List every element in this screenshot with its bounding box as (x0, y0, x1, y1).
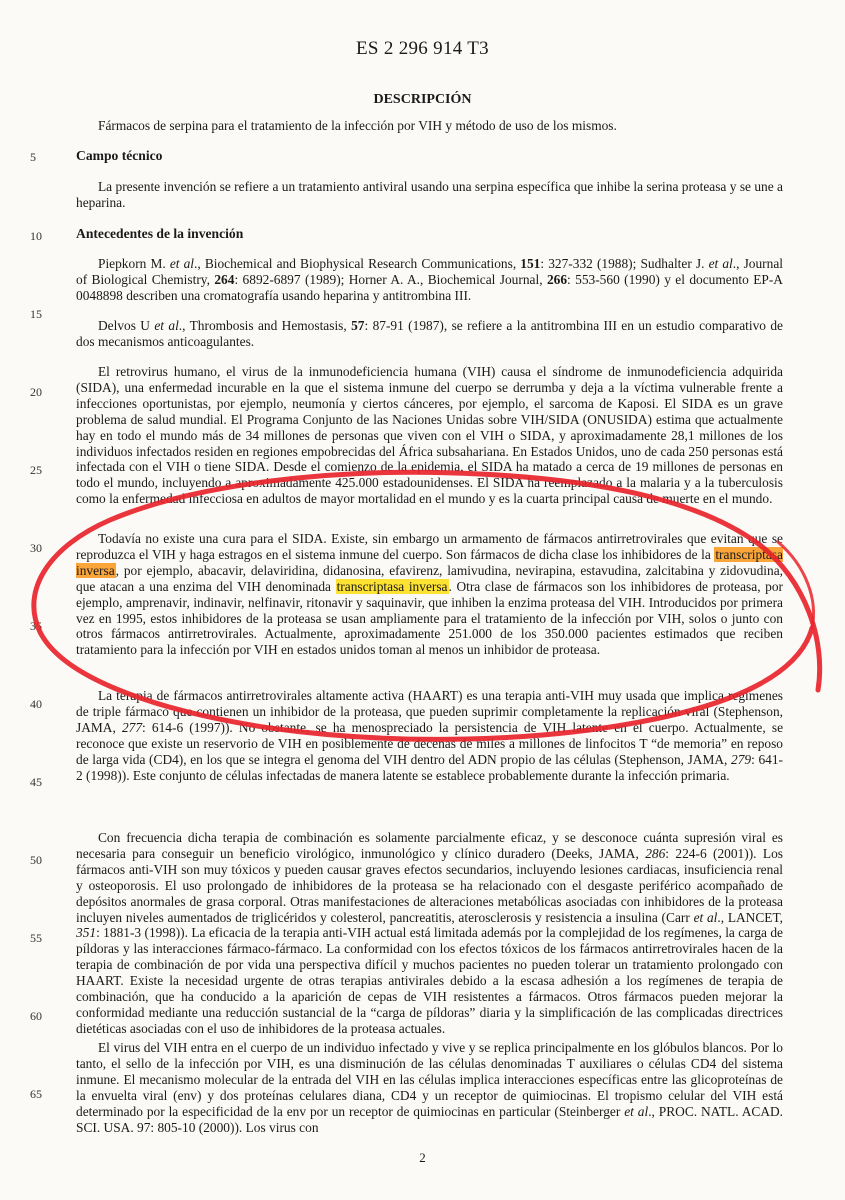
line-number: 35 (30, 619, 42, 633)
subtitle-paragraph: Fármacos de serpina para el tratamiento de la infección por VIH y método de uso de los mismos. (98, 118, 617, 133)
paragraph-piepkorn: Piepkorn M. et al., Biochemical and Biophysical Research Communications, 151: 327-332 (1988); Sudhalter J. et al., Journal of Biological Chemistry, 264: 6892-6897 (1989); Horner A. A., Biochemical Journal, 266: 553-560 (1990) y el documento EP-A 0048898 describen una cromatografía usando heparina y antitrombina III. (76, 256, 784, 303)
heading-antecedentes: Antecedentes de la invención (76, 226, 244, 241)
paragraph-haart: La terapia de fármacos antirretrovirales altamente activa (HAART) es una terapia anti-VIH muy usada que implica regímenes de triple fármaco que contienen un inhibidor de la proteasa, que pueden suprimir completamente la replicación viral (Stephenson, JAMA, 277: 614-6 (1997)). No obstante, se ha menospreciado la persistencia de VIH latente en el cuerpo. Actualmente, se reconoce que existe un reservorio de VIH en posiblemente de decenas de miles a millones de linfocitos T “de memoria” en reposo de larga vida (CD4), en los que se integra el genoma del VIH dentro del ADN propio de las células (Stephenson, JAMA, 279: 641-2 (1998)). Este conjunto de células infectadas de manera latente se establece probablemente durante la infección primaria. (76, 688, 784, 783)
line-number: 5 (30, 150, 36, 164)
section-title: DESCRIPCIÓN (373, 92, 472, 107)
paragraph-retrovirus: El retrovirus humano, el virus de la inmunodeficiencia humana (VIH) causa el síndrome de inmunodeficiencia adquirida (SIDA), una enfermedad incurable en la que el sistema inmune del cuerpo se derrumba y deja a la víctima vulnerable frente a infecciones oportunistas, por ejemplo, neumonía y ciertos cánceres, por ejemplo, el sarcoma de Kaposi. El SIDA es un grave problema de salud mundial. El Programa Conjunto de las Naciones Unidas sobre VIH/SIDA (ONUSIDA) estima que actualmente hay en todo el mundo más de 34 millones de personas que viven con el VIH o SIDA, y aproximadamente 28,1 millones de los individuos infectados residen en regiones empobrecidas del África subsahariana. En Estados Unidos, uno de cada 250 personas está infectada con el VIH o tiene SIDA. Desde el comienzo de la epidemia, el SIDA ha matado a cerca de 19 millones de personas en todo el mundo, incluyendo a aproximadamente 425.000 estadounidenses. El SIDA ha reemplazado a la malaria y a la tuberculosis como la enfermedad infecciosa en adultos de mayor mortalidad en el mundo y es la cuarta principal causa de muerte en el mundo. (76, 364, 783, 507)
highlight-transcriptasa-2: transcriptasa inversa (336, 578, 448, 594)
paragraph-campo-tecnico: La presente invención se refiere a un tratamiento antiviral usando una serpina específica que inhibe la serina proteasa y se une a heparina. (76, 179, 783, 210)
line-number: 55 (30, 931, 42, 945)
heading-campo-tecnico: Campo técnico (76, 148, 163, 163)
patent-number-header: ES 2 296 914 T3 (356, 38, 489, 59)
red-circle-stroke-inner (778, 542, 814, 628)
line-number: 30 (30, 541, 42, 555)
paragraph-virus: El virus del VIH entra en el cuerpo de un individuo infectado y vive y se replica principalmente en los glóbulos blancos. Por lo tanto, el sello de la infección por VIH, es una disminución de las células denominadas T auxiliares o células CD4 del sistema inmune. El mecanismo molecular de la entrada del VIH en las células implica interacciones específicas entre las glicoproteínas de la envuelta viral (env) y dos proteínas celulares diana, CD4 y un receptor de quimiocinas. El tropismo celular del VIH está determinado por la especificidad de la env por un receptor de quimiocinas en particular (Steinberger et al., PROC. NATL. ACAD. SCI. USA. 97: 805-10 (2000)). Los virus con (76, 1040, 784, 1135)
line-number: 20 (30, 385, 42, 399)
paragraph-frecuencia: Con frecuencia dicha terapia de combinación es solamente parcialmente eficaz, y se desconoce cuánta supresión viral es necesaria para conseguir un beneficio virológico, inmunológico y clínico duradero (Deeks, JAMA, 286: 224-6 (2001)). Los fármacos anti-VIH son muy tóxicos y pueden causar graves efectos secundarios, incluyendo lesiones cardiacas, insuficiencia renal y osteoporosis. El uso prolongado de inhibidores de la proteasa se ha relacionado con el desgaste periférico acompañado de depósitos anormales de grasa corporal. Otras manifestaciones de alteraciones metabólicas asociadas con inhibidores de la proteasa incluyen niveles aumentados de triglicéridos y colesterol, pancreatitis, aterosclerosis y resistencia a insulina (Carr et al., LANCET, 351: 1881-3 (1998)). La eficacia de la terapia anti-VIH actual está limitada además por la complejidad de los regímenes, la carga de píldoras y las interacciones fármaco-fármaco. La conformidad con los efectos tóxicos de los fármacos antirretrovirales hacen de la terapia de combinación de por vida una perspectiva difícil y muchos pacientes no pueden tolerar un tratamiento prolongado con HAART. Existe la necesidad urgente de otras terapias antivirales debido a la escasa adhesión a los regímenes de terapia de combinación, que ha conducido a la aparición de cepas de VIH resistentes a fármacos. Otros fármacos pueden mejorar la conformidad mediante una reducción sustancial de la “carga de píldoras” diaria y la simplificación de las complicadas directrices dietéticas asociadas con el uso de inhibidores de la proteasa actuales. (76, 830, 783, 1036)
line-number: 65 (30, 1087, 42, 1101)
line-number: 25 (30, 463, 42, 477)
line-number: 45 (30, 775, 42, 789)
line-number: 10 (30, 229, 42, 243)
page-number: 2 (419, 1150, 426, 1165)
highlight-transcriptasa-1: transcriptasa inversa (76, 546, 783, 578)
line-number: 40 (30, 697, 42, 711)
line-number: 60 (30, 1009, 42, 1023)
paragraph-todavia: Todavía no existe una cura para el SIDA. Existe, sin embargo un armamento de fármacos antirretrovirales que evitan que se reproduzca el VIH y haga estragos en el sistema inmune del cuerpo. Son fármacos de dicha clase los inhibidores de la transcriptasa inversa, por ejemplo, abacavir, delaviridina, didanosina, efavirenz, lamivudina, nevirapina, estavudina, zalcitabina y zidovudina, que atacan a una enzima del VIH denominada transcriptasa inversa. Otra clase de fármacos son los inhibidores de proteasa, por ejemplo, amprenavir, indinavir, nelfinavir, ritonavir y saquinavir, que inhiben la enzima proteasa del VIH. Introducidos por primera vez en 1995, estos inhibidores de la proteasa se usan ampliamente para el tratamiento de la infección por VIH, solos o junto con otros fármacos antirretrovirales. Actualmente, aproximadamente 251.000 de los 350.000 pacientes estimados que reciben tratamiento para la infección por VIH en estados unidos toman al menos un inhibidor de proteasa. (76, 531, 783, 658)
line-number: 50 (30, 853, 42, 867)
paragraph-delvos: Delvos U et al., Thrombosis and Hemostasis, 57: 87-91 (1987), se refiere a la antitrombina III en un estudio comparativo de dos mecanismos anticoagulantes. (76, 318, 783, 349)
line-number: 15 (30, 307, 42, 321)
